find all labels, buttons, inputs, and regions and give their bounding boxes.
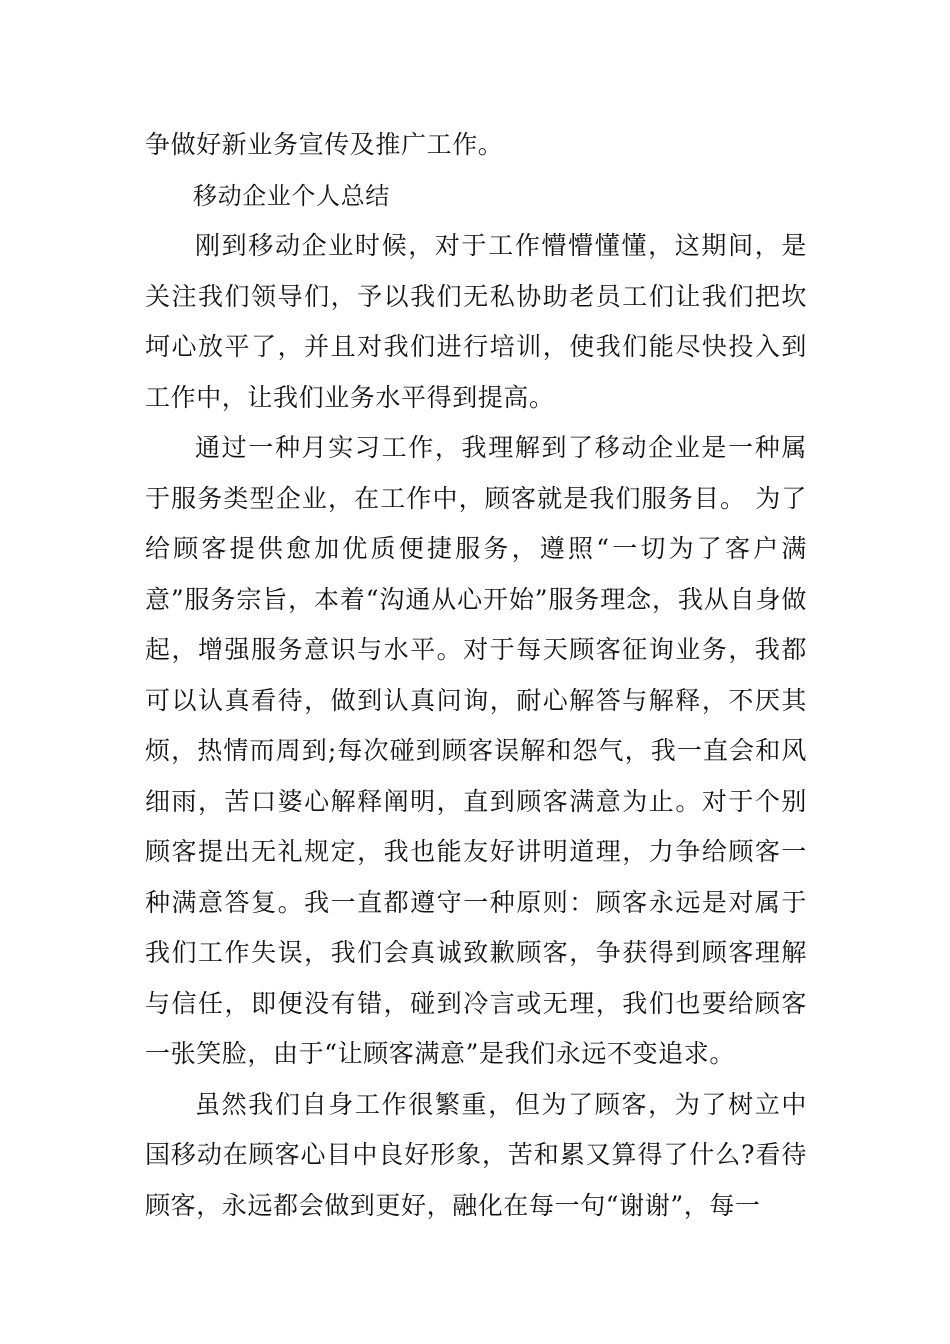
paragraph-2: 通过一种月实习工作，我理解到了移动企业是一种属于服务类型企业，在工作中，顾客就是我们服务目。 为了给顾客提供愈加优质便捷服务，遵照“一切为了客户满意”服务宗旨，本着“沟通从心开始”服务理念，我从自身做起，增强服务意识与水平。对于每天顾客征询业务，我都可以认真看待，做到认真问询，耐心解答与解释，不厌其烦，热情而周到;每次碰到顾客误解和怨气，我一直会和风细雨，苦口婆心解释阐明，直到顾客满意为止。对于个别顾客提出无礼规定，我也能友好讲明道理，力争给顾客一种满意答复。我一直都遵守一种原则：顾客永远是对属于我们工作失误，我们会真诚致歉顾客，争获得到顾客理解与信任，即便没有错，碰到冷言或无理，我们也要给顾客一张笑脸，由于“让顾客满意”是我们永远不变追求。: [145, 433, 807, 1068]
paragraph-1: 刚到移动企业时候，对于工作懵懵懂懂，这期间，是关注我们领导们，予以我们无私协助老员工们让我们把坎坷心放平了，并且对我们进行培训，使我们能尽快投入到工作中，让我们业务水平得到提高。: [145, 231, 807, 412]
document-page: [145, 120, 807, 1231]
section-title: 移动企业个人总结: [193, 181, 390, 210]
lead-line: 争做好新业务宣传及推广工作。: [145, 130, 504, 159]
paragraph-3: 虽然我们自身工作很繁重，但为了顾客，为了树立中国移动在顾客心目中良好形象，苦和累又算得了什么?看待顾客，永远都会做到更好，融化在每一句“谢谢”，每一: [145, 1089, 807, 1220]
